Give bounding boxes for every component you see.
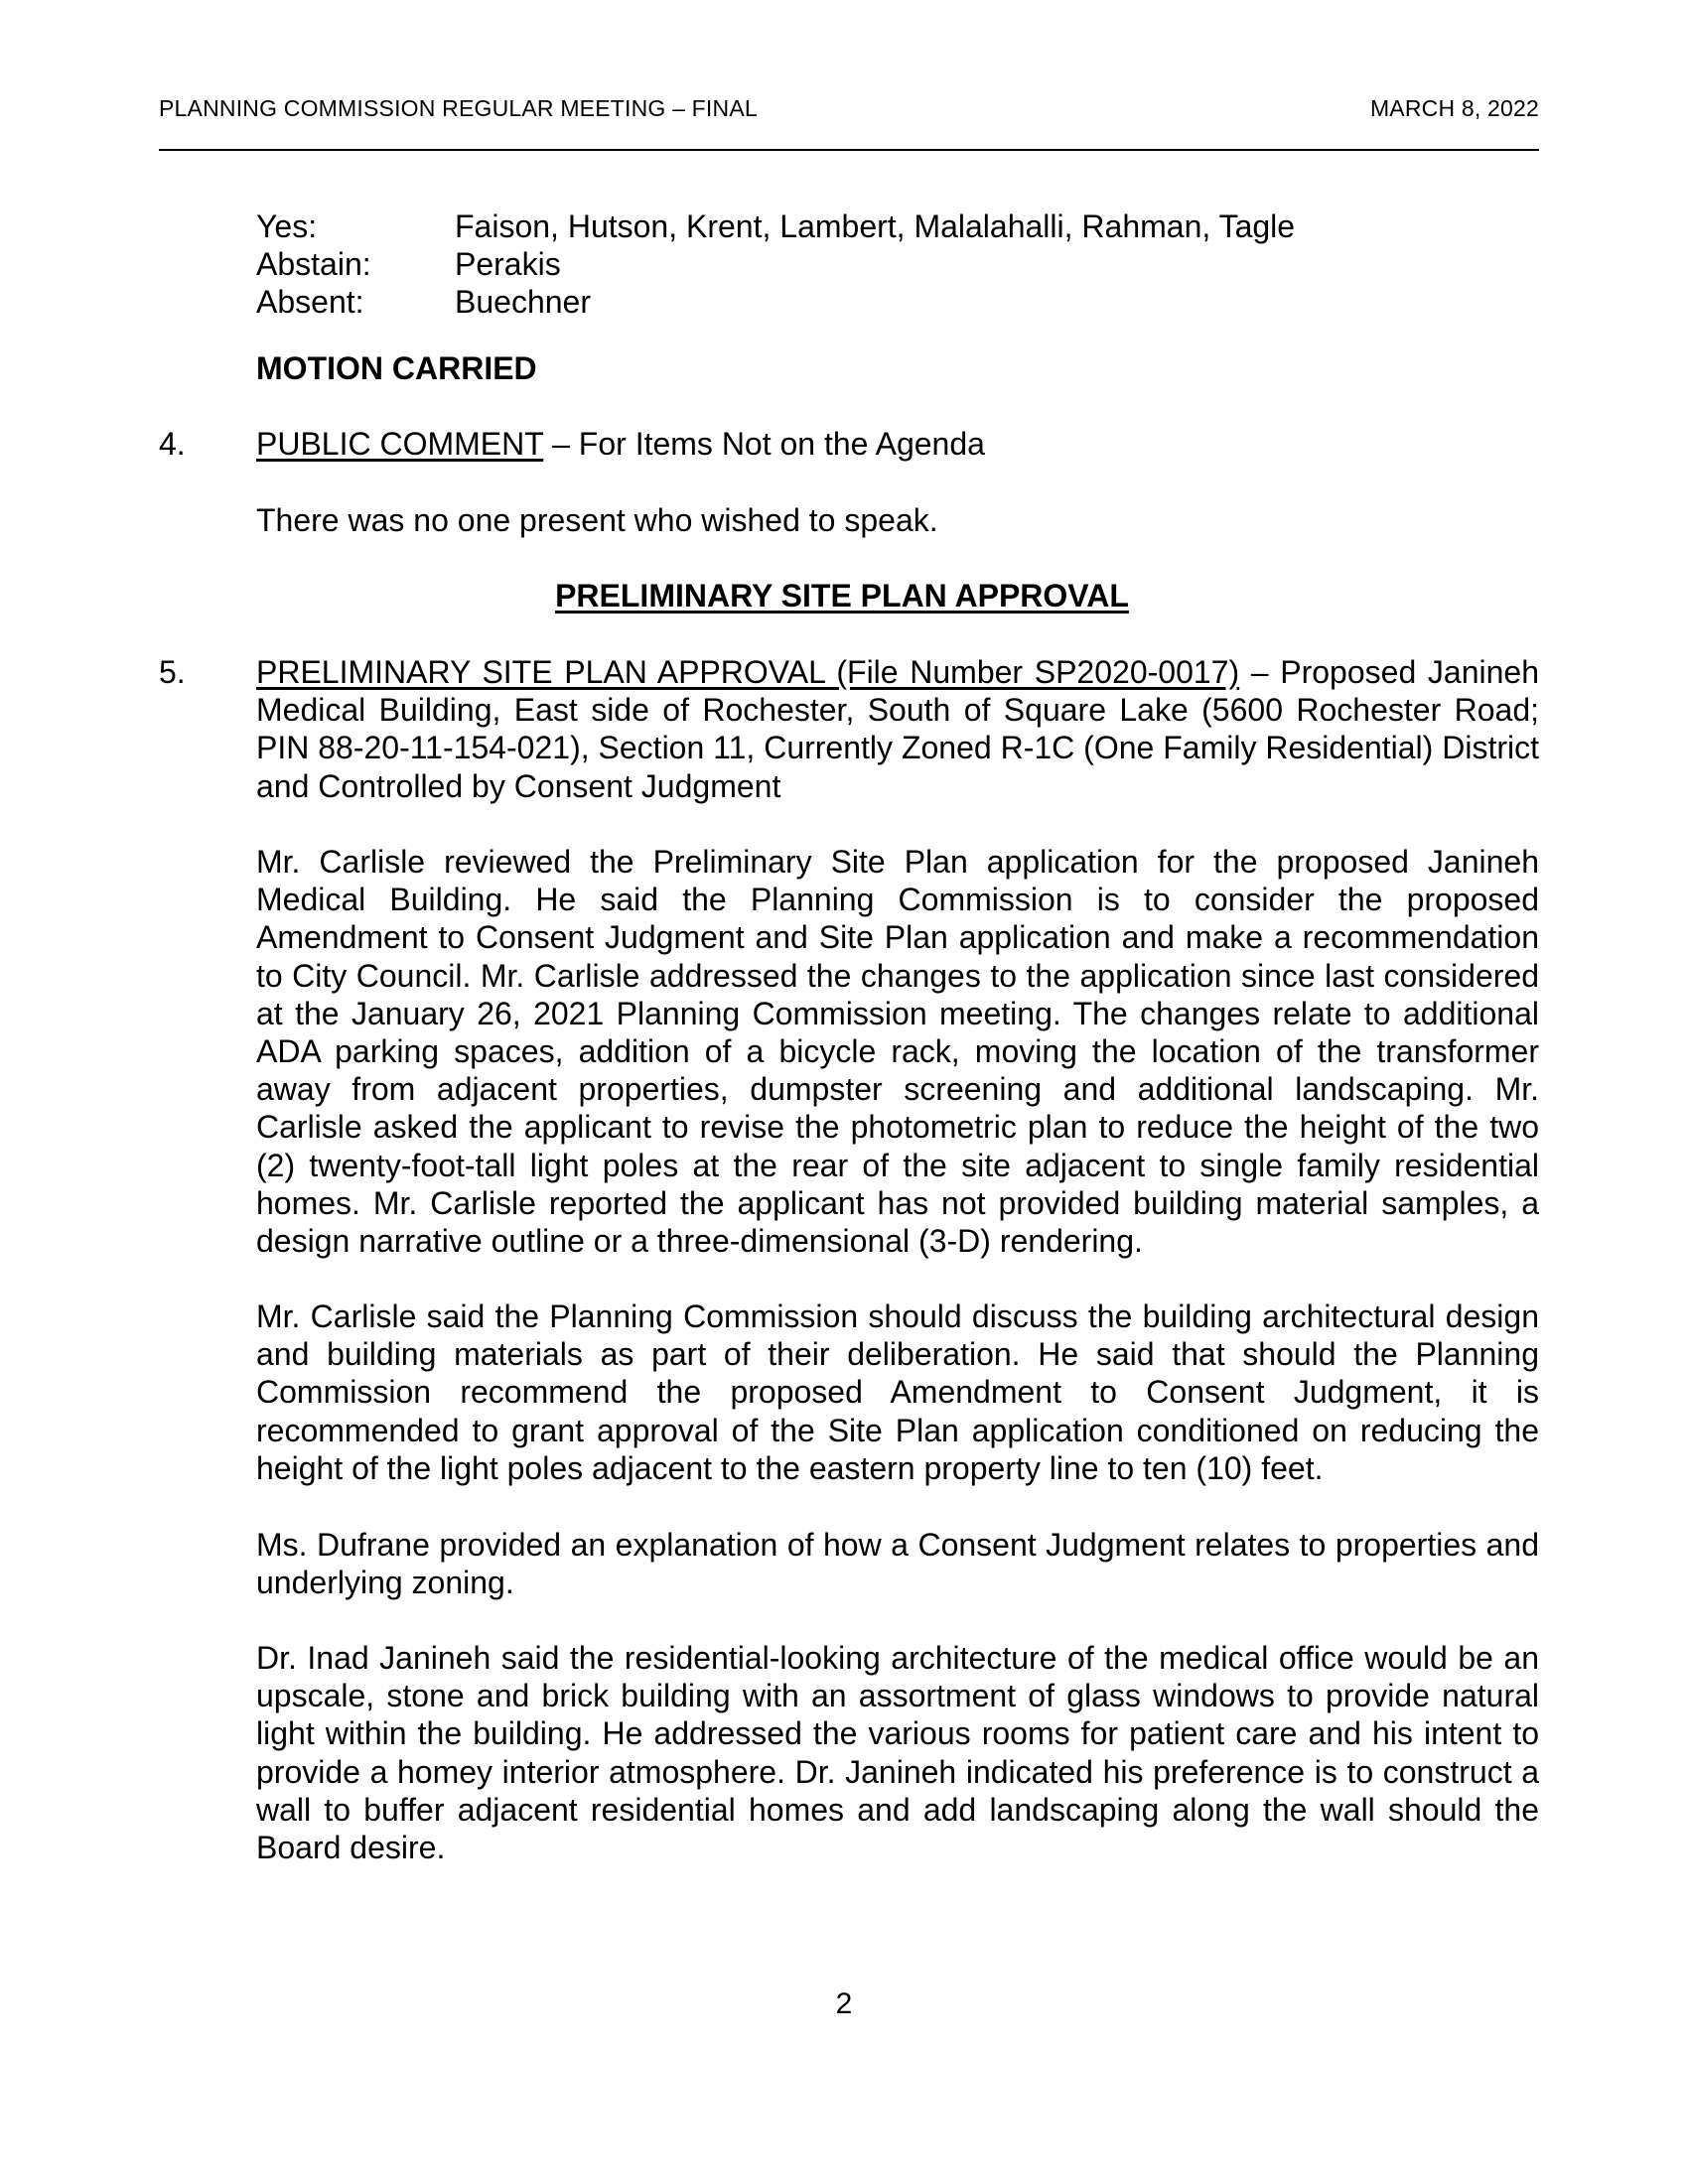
header-divider: [159, 149, 1539, 151]
item-5-paragraph-3: Ms. Dufrane provided an explanation of how a Consent Judgment relates to properties and underlying zoning.: [256, 1527, 1539, 1601]
item-5-number: 5.: [159, 654, 186, 690]
item-4-title: PUBLIC COMMENT: [256, 426, 544, 462]
vote-abstain-label: Abstain:: [256, 246, 371, 282]
header-title: PLANNING COMMISSION REGULAR MEETING – FINAL: [159, 95, 758, 121]
item-5-heading: [256, 653, 1539, 805]
item-5-paragraph-2: Mr. Carlisle said the Planning Commission should discuss the building architectural design and building materials as part of their deliberation. He said that should the Planning Commission recommend the proposed Amendment to Consent Judgment, it is recommended to grant approval of the Site Plan application conditioned on reducing the height of the light poles adjacent to the eastern property line to ten (10) feet.: [256, 1298, 1539, 1486]
item-4-suffix: – For Items Not on the Agenda: [543, 426, 985, 462]
item-4-heading: [256, 425, 985, 463]
item-5-description: – Proposed Janineh Medical Building, East side of Rochester, South of Square Lake (5600 Rochester Road; PIN 88-20-11-154-021), Section 11, Currently Zoned R-1C (One Family Residential) District and Controlled by Consent Judgment: [256, 654, 1540, 804]
vote-absent-label: Absent:: [256, 284, 364, 320]
item-5-title: PRELIMINARY SITE PLAN APPROVAL (File Number SP2020-0017): [256, 654, 1240, 690]
vote-yes-label: Yes:: [256, 208, 318, 244]
item-4-body: There was no one present who wished to speak.: [256, 502, 938, 538]
page-number: 2: [835, 1987, 853, 2020]
running-header: [159, 95, 1539, 127]
item-5-paragraph-4: Dr. Inad Janineh said the residential-looking architecture of the medical office would be an upscale, stone and brick building with an assortment of glass windows to provide natural light within the building. He addressed the various rooms for patient care and his intent to provide a homey interior atmosphere. Dr. Janineh indicated his preference is to construct a wall to buffer adjacent residential homes and add landscaping along the wall should the Board desire.: [256, 1640, 1539, 1866]
motion-result: MOTION CARRIED: [256, 350, 537, 386]
header-date: MARCH 8, 2022: [1369, 95, 1539, 121]
item-5-paragraph-1: Mr. Carlisle reviewed the Preliminary Site Plan application for the proposed Janineh Medical Building. He said the Planning Commission is to consider the proposed Amendment to Consent Judgment and Site Plan application and make a recommendation to City Council. Mr. Carlisle addressed the changes to the application since last considered at the January 26, 2021 Planning Commission meeting. The changes relate to additional ADA parking spaces, addition of a bicycle rack, moving the location of the transformer away from adjacent properties, dumpster screening and additional landscaping. Mr. Carlisle asked the applicant to revise the photometric plan to reduce the height of the two (2) twenty-foot-tall light poles at the rear of the site adjacent to single family residential homes. Mr. Carlisle reported the applicant has not provided building material samples, a design narrative outline or a three-dimensional (3-D) rendering.: [256, 844, 1539, 1260]
vote-yes-names: Faison, Hutson, Krent, Lambert, Malalahalli, Rahman, Tagle: [455, 208, 1296, 244]
vote-abstain-names: Perakis: [455, 246, 561, 282]
item-4-number: 4.: [159, 426, 186, 462]
section-heading: PRELIMINARY SITE PLAN APPROVAL: [555, 578, 1129, 614]
vote-absent-names: Buechner: [455, 284, 591, 320]
